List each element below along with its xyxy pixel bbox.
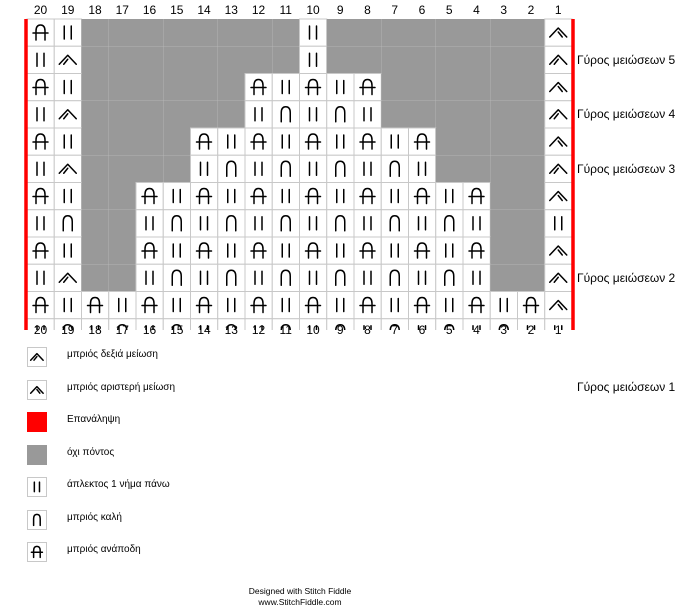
brioche-knit-icon <box>327 101 354 128</box>
slip-stitch-icon <box>327 292 354 319</box>
brioche-knit-icon <box>27 510 47 530</box>
slip-stitch-icon <box>218 237 245 264</box>
no-stitch-cell <box>82 183 109 210</box>
brioche-knit-icon <box>218 155 245 182</box>
brioche-purl-icon <box>245 74 272 101</box>
row-label-decrease-round: Γύρος μειώσεων 4 <box>577 107 676 122</box>
slip-stitch-icon <box>381 237 408 264</box>
slip-stitch-icon <box>163 292 190 319</box>
slip-stitch-icon <box>27 155 54 182</box>
brioche-purl-icon <box>409 128 436 155</box>
no-stitch-cell <box>409 46 436 73</box>
brioche-purl-icon <box>27 237 54 264</box>
top-column-number: 2 <box>527 3 535 17</box>
slip-stitch-icon <box>436 292 463 319</box>
slip-stitch-icon <box>54 128 81 155</box>
slip-stitch-icon <box>300 155 327 182</box>
no-stitch-cell <box>490 46 517 73</box>
brioche-purl-icon <box>245 292 272 319</box>
slip-stitch-icon <box>300 264 327 291</box>
no-stitch-cell <box>490 210 517 237</box>
no-stitch-cell <box>109 264 136 291</box>
no-stitch-cell <box>109 210 136 237</box>
no-stitch-cell <box>327 19 354 46</box>
row-label-decrease-round: Γύρος μειώσεων 1 <box>577 379 676 394</box>
no-stitch-cell <box>490 101 517 128</box>
no-stitch-cell <box>409 101 436 128</box>
no-stitch-cell <box>463 19 490 46</box>
brioche-purl-icon <box>300 292 327 319</box>
top-column-number: 5 <box>445 3 453 17</box>
no-stitch-cell <box>136 101 163 128</box>
brioche-purl-icon <box>27 19 54 46</box>
no-stitch-cell <box>463 46 490 73</box>
bottom-column-number: 14 <box>197 323 211 337</box>
no-stitch-cell <box>409 74 436 101</box>
top-column-number: 15 <box>170 3 184 17</box>
slip-stitch-icon <box>27 264 54 291</box>
brioche-knit-icon <box>163 264 190 291</box>
no-stitch-cell <box>109 155 136 182</box>
brioche-knit-icon <box>436 210 463 237</box>
slip-stitch-icon <box>272 74 299 101</box>
right-decrease-icon <box>54 155 81 182</box>
no-stitch-cell <box>490 264 517 291</box>
no-stitch-cell <box>136 155 163 182</box>
slip-stitch-icon <box>300 210 327 237</box>
bottom-column-number: 20 <box>33 323 48 337</box>
no-stitch-cell <box>82 101 109 128</box>
brioche-knit-icon <box>272 155 299 182</box>
slip-stitch-icon <box>218 292 245 319</box>
slip-stitch-icon <box>409 264 436 291</box>
no-stitch-cell <box>109 74 136 101</box>
top-column-number: 12 <box>251 3 266 17</box>
slip-stitch-icon <box>463 210 490 237</box>
legend-label: όχι πόντος <box>67 446 115 458</box>
slip-stitch-icon <box>409 155 436 182</box>
no-stitch-cell <box>518 101 545 128</box>
brioche-purl-icon <box>191 183 218 210</box>
slip-stitch-icon <box>490 292 517 319</box>
no-stitch-cell <box>518 46 545 73</box>
slip-stitch-icon <box>300 19 327 46</box>
slip-stitch-icon <box>191 264 218 291</box>
bottom-column-number: 16 <box>142 323 157 337</box>
chart-grid <box>27 19 572 330</box>
top-column-number: 20 <box>33 3 48 17</box>
right-decrease-icon <box>545 264 572 291</box>
no-stitch-cell <box>518 19 545 46</box>
top-column-number: 6 <box>418 3 426 17</box>
no-stitch-cell <box>518 183 545 210</box>
no-stitch-cell <box>463 74 490 101</box>
slip-stitch-icon <box>300 101 327 128</box>
no-stitch-cell <box>82 46 109 73</box>
no-stitch-cell <box>218 101 245 128</box>
slip-stitch-icon <box>54 237 81 264</box>
brioche-knit-icon <box>381 264 408 291</box>
bottom-column-number: 10 <box>306 323 320 337</box>
no-stitch-cell <box>490 74 517 101</box>
no-stitch-cell <box>490 128 517 155</box>
left-decrease-icon <box>545 183 572 210</box>
no-stitch-cell <box>191 74 218 101</box>
no-stitch-cell <box>381 101 408 128</box>
no-stitch-cell <box>191 46 218 73</box>
slip-stitch-icon <box>27 46 54 73</box>
bottom-column-number: 9 <box>336 323 344 337</box>
row-label-decrease-round: Γύρος μειώσεων 5 <box>577 52 676 67</box>
right-decrease-icon <box>27 347 47 367</box>
no-stitch-cell <box>109 101 136 128</box>
no-stitch-cell <box>490 183 517 210</box>
slip-stitch-icon <box>54 74 81 101</box>
slip-stitch-icon <box>300 46 327 73</box>
slip-stitch-icon <box>218 128 245 155</box>
row-label-decrease-round: Γύρος μειώσεων 2 <box>577 270 676 285</box>
brioche-knit-icon <box>381 155 408 182</box>
no-stitch-cell <box>436 19 463 46</box>
no-stitch-cell <box>463 101 490 128</box>
legend-label: μπριός ανάποδη <box>67 544 141 555</box>
top-column-number: 9 <box>336 3 344 17</box>
bottom-column-number: 13 <box>224 323 238 337</box>
slip-stitch-icon <box>54 19 81 46</box>
no-stitch-cell <box>218 74 245 101</box>
brioche-purl-icon <box>354 183 381 210</box>
slip-stitch-icon <box>354 155 381 182</box>
brioche-purl-icon <box>245 237 272 264</box>
bottom-column-number: 18 <box>88 323 102 337</box>
slip-stitch-icon <box>163 183 190 210</box>
brioche-knit-icon <box>272 264 299 291</box>
slip-stitch-icon <box>545 210 572 237</box>
brioche-purl-icon <box>136 237 163 264</box>
brioche-purl-icon <box>82 292 109 319</box>
brioche-knit-icon <box>327 210 354 237</box>
brioche-purl-icon <box>300 74 327 101</box>
no-stitch-cell <box>245 19 272 46</box>
brioche-purl-icon <box>27 542 47 562</box>
brioche-purl-icon <box>27 74 54 101</box>
top-column-number: 10 <box>306 3 320 17</box>
brioche-knit-icon <box>54 210 81 237</box>
legend-label: μπριός αριστερή μείωση <box>67 381 176 393</box>
no-stitch-cell <box>272 46 299 73</box>
bottom-column-number: 19 <box>61 323 75 337</box>
brioche-purl-icon <box>354 292 381 319</box>
brioche-knit-icon <box>327 264 354 291</box>
no-stitch-cell <box>163 101 190 128</box>
brioche-purl-icon <box>300 128 327 155</box>
no-stitch-cell <box>490 155 517 182</box>
slip-stitch-icon <box>354 101 381 128</box>
no-stitch-cell <box>191 101 218 128</box>
slip-stitch-icon <box>436 183 463 210</box>
top-column-number: 14 <box>197 3 211 17</box>
left-decrease-icon <box>545 237 572 264</box>
legend-label: άπλεκτος 1 νήμα πάνω <box>67 479 170 490</box>
brioche-purl-icon <box>409 237 436 264</box>
brioche-purl-icon <box>27 183 54 210</box>
legend-label: μπριός δεξιά μείωση <box>67 349 158 360</box>
no-stitch-cell <box>82 128 109 155</box>
brioche-purl-icon <box>191 128 218 155</box>
brioche-purl-icon <box>409 292 436 319</box>
no-stitch-cell <box>245 46 272 73</box>
no-stitch-cell <box>109 128 136 155</box>
no-stitch-cell <box>436 128 463 155</box>
brioche-purl-icon <box>463 292 490 319</box>
no-stitch-cell <box>272 19 299 46</box>
brioche-purl-icon <box>354 74 381 101</box>
no-stitch-cell <box>518 155 545 182</box>
top-column-number: 3 <box>500 3 508 17</box>
no-stitch-cell <box>518 128 545 155</box>
bottom-column-number: 15 <box>170 323 184 337</box>
bottom-column-number: 6 <box>418 323 426 337</box>
bottom-column-number: 1 <box>554 323 562 337</box>
no-stitch-cell <box>163 74 190 101</box>
brioche-knit-icon <box>272 101 299 128</box>
no-stitch-cell <box>109 237 136 264</box>
slip-stitch-icon <box>381 183 408 210</box>
right-decrease-icon <box>54 46 81 73</box>
brioche-purl-icon <box>191 292 218 319</box>
no-stitch-cell <box>490 237 517 264</box>
no-stitch-cell <box>436 101 463 128</box>
no-stitch-cell <box>381 19 408 46</box>
slip-stitch-icon <box>272 183 299 210</box>
slip-stitch-icon <box>245 264 272 291</box>
left-decrease-icon <box>545 292 572 319</box>
no-stitch-cell <box>463 128 490 155</box>
bottom-column-number: 3 <box>500 323 508 337</box>
no-stitch-cell <box>191 19 218 46</box>
slip-stitch-icon <box>463 264 490 291</box>
no-stitch-cell <box>436 155 463 182</box>
slip-stitch-icon <box>381 128 408 155</box>
slip-stitch-icon <box>27 477 47 497</box>
brioche-knit-icon <box>327 155 354 182</box>
brioche-purl-icon <box>409 183 436 210</box>
no-stitch-cell <box>82 19 109 46</box>
brioche-purl-icon <box>300 237 327 264</box>
repeat-swatch <box>27 412 47 432</box>
brioche-purl-icon <box>300 183 327 210</box>
bottom-column-number: 12 <box>251 323 266 337</box>
slip-stitch-icon <box>191 210 218 237</box>
bottom-column-number: 2 <box>527 323 535 337</box>
bottom-column-number: 4 <box>473 323 480 337</box>
brioche-knit-icon <box>381 210 408 237</box>
right-decrease-icon <box>545 155 572 182</box>
slip-stitch-icon <box>27 101 54 128</box>
top-column-number: 8 <box>364 3 371 17</box>
bottom-column-number: 17 <box>115 323 129 337</box>
brioche-knit-icon <box>436 264 463 291</box>
brioche-knit-icon <box>163 210 190 237</box>
bottom-column-number: 7 <box>391 323 399 337</box>
slip-stitch-icon <box>409 210 436 237</box>
top-column-number: 18 <box>88 3 102 17</box>
bottom-column-number: 11 <box>279 323 292 337</box>
right-decrease-icon <box>545 46 572 73</box>
no-stitch-cell <box>327 46 354 73</box>
slip-stitch-icon <box>272 128 299 155</box>
slip-stitch-icon <box>354 210 381 237</box>
left-decrease-icon <box>545 128 572 155</box>
top-column-number: 4 <box>473 3 480 17</box>
no-stitch-cell <box>136 74 163 101</box>
slip-stitch-icon <box>327 237 354 264</box>
no-stitch-cell <box>163 155 190 182</box>
no-stitch-cell <box>518 264 545 291</box>
no-stitch-cell <box>381 74 408 101</box>
slip-stitch-icon <box>327 183 354 210</box>
slip-stitch-icon <box>245 210 272 237</box>
top-column-number: 11 <box>279 3 292 17</box>
slip-stitch-icon <box>54 183 81 210</box>
slip-stitch-icon <box>136 264 163 291</box>
slip-stitch-icon <box>245 155 272 182</box>
top-column-number: 17 <box>115 3 129 17</box>
brioche-purl-icon <box>136 292 163 319</box>
no-stitch-cell <box>463 155 490 182</box>
no-stitch-cell <box>518 237 545 264</box>
no-stitch-cell <box>436 74 463 101</box>
no-stitch-cell <box>82 264 109 291</box>
brioche-purl-icon <box>463 183 490 210</box>
no-stitch-cell <box>136 128 163 155</box>
no-stitch-cell <box>436 46 463 73</box>
no-stitch-cell <box>82 155 109 182</box>
brioche-purl-icon <box>245 183 272 210</box>
no-stitch-cell <box>82 74 109 101</box>
no-stitch-cell <box>490 19 517 46</box>
no-stitch-cell <box>218 46 245 73</box>
row-label-decrease-round: Γύρος μειώσεων 3 <box>577 161 676 176</box>
left-decrease-icon <box>545 19 572 46</box>
bottom-column-number: 8 <box>364 323 371 337</box>
slip-stitch-icon <box>27 210 54 237</box>
slip-stitch-icon <box>218 183 245 210</box>
no-stitch-cell <box>82 237 109 264</box>
brioche-purl-icon <box>354 237 381 264</box>
slip-stitch-icon <box>272 237 299 264</box>
no-stitch-cell <box>381 46 408 73</box>
slip-stitch-icon <box>381 292 408 319</box>
right-decrease-icon <box>545 101 572 128</box>
brioche-purl-icon <box>136 183 163 210</box>
no-stitch-cell <box>354 19 381 46</box>
slip-stitch-icon <box>245 101 272 128</box>
no-stitch-cell <box>109 19 136 46</box>
brioche-purl-icon <box>191 237 218 264</box>
slip-stitch-icon <box>163 237 190 264</box>
top-column-number: 16 <box>142 3 157 17</box>
no-stitch-cell <box>518 210 545 237</box>
left-decrease-icon <box>27 380 47 400</box>
top-column-number: 13 <box>224 3 238 17</box>
footer <box>200 586 400 608</box>
brioche-purl-icon <box>518 292 545 319</box>
no-stitch-cell <box>354 46 381 73</box>
legend-label: Επανάληψη <box>67 414 121 425</box>
bottom-column-number: 5 <box>445 323 453 337</box>
slip-stitch-icon <box>327 74 354 101</box>
top-column-number: 7 <box>391 3 399 17</box>
slip-stitch-icon <box>436 237 463 264</box>
slip-stitch-icon <box>272 292 299 319</box>
right-decrease-icon <box>54 264 81 291</box>
no-stitch-cell <box>163 46 190 73</box>
brioche-purl-icon <box>354 128 381 155</box>
slip-stitch-icon <box>109 292 136 319</box>
slip-stitch-icon <box>191 155 218 182</box>
no-stitch-cell <box>518 74 545 101</box>
slip-stitch-icon <box>136 210 163 237</box>
footer-website: www.StitchFiddle.com <box>258 597 342 607</box>
top-column-number: 1 <box>554 3 562 17</box>
brioche-knit-icon <box>218 210 245 237</box>
no-stitch-cell <box>218 19 245 46</box>
no-stitch-cell <box>109 46 136 73</box>
slip-stitch-icon <box>327 128 354 155</box>
brioche-knit-icon <box>218 264 245 291</box>
slip-stitch-icon <box>354 264 381 291</box>
left-decrease-icon <box>545 74 572 101</box>
brioche-purl-icon <box>245 128 272 155</box>
no-stitch-cell <box>109 183 136 210</box>
brioche-purl-icon <box>27 292 54 319</box>
no-stitch-cell <box>136 19 163 46</box>
footer-designed-with: Designed with Stitch Fiddle <box>248 586 352 596</box>
top-column-number: 19 <box>61 3 75 17</box>
no-stitch-cell <box>136 46 163 73</box>
brioche-purl-icon <box>27 128 54 155</box>
slip-stitch-icon <box>54 292 81 319</box>
brioche-knit-icon <box>272 210 299 237</box>
no-stitch-cell <box>82 210 109 237</box>
right-decrease-icon <box>54 101 81 128</box>
brioche-purl-icon <box>463 237 490 264</box>
no-stitch-cell <box>163 128 190 155</box>
no-stitch-cell <box>409 19 436 46</box>
no-stitch-cell <box>163 19 190 46</box>
no-stitch-swatch <box>27 445 47 465</box>
legend-label: μπριός καλή <box>67 511 122 523</box>
